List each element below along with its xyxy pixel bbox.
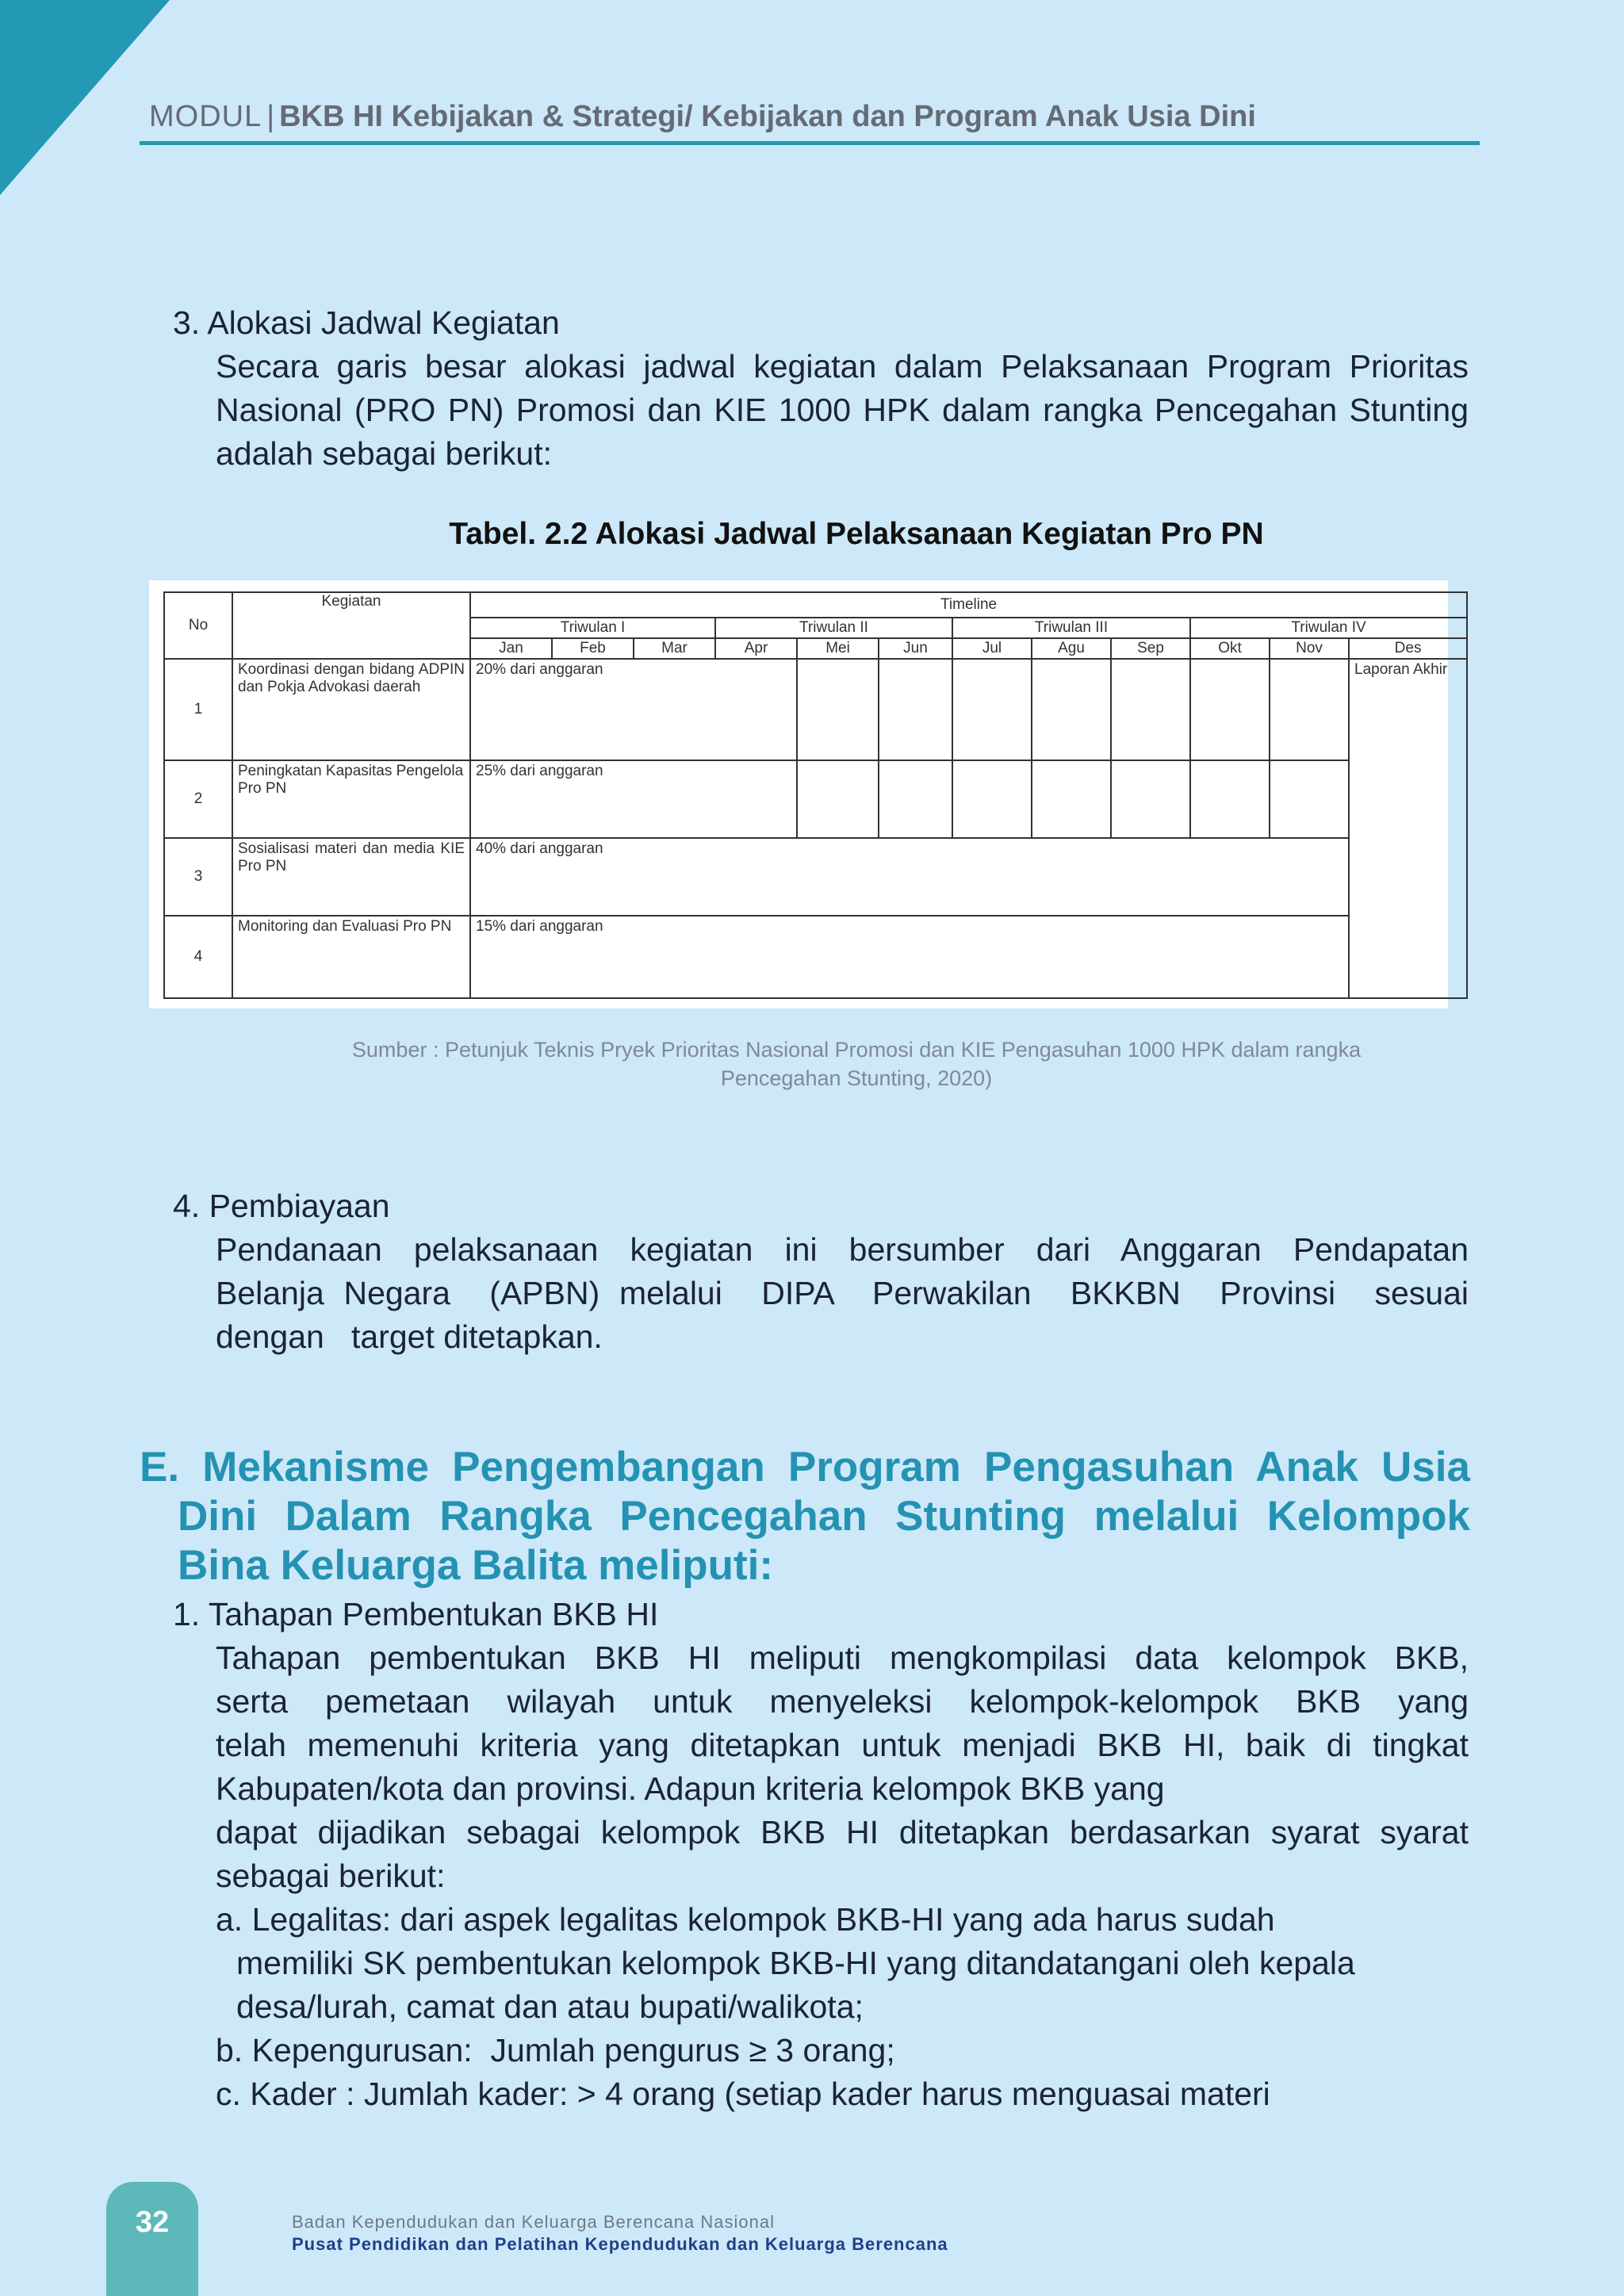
header-month-jul: Jul (952, 638, 1032, 659)
row-cell (1190, 760, 1270, 838)
row-kegiatan: Sosialisasi materi dan media KIE Pro PN (232, 838, 470, 916)
header-month-jan: Jan (470, 638, 552, 659)
table-title: Tabel. 2.2 Alokasi Jadwal Pelaksanaan Kegiatan Pro PN (449, 517, 1264, 551)
header-kegiatan: Kegiatan (232, 592, 470, 659)
row-cell (1270, 659, 1349, 760)
section-e-heading-line-1: E. Mekanisme Pengembangan Program Pengasuhan Anak Usia (140, 1444, 1470, 1490)
row-alokasi: 25% dari anggaran (470, 760, 797, 838)
header-brand: MODUL (149, 100, 262, 133)
section-e-heading-line-3: Bina Keluarga Balita meliputi: (178, 1542, 773, 1589)
header-quarter-4: Triwulan IV (1190, 618, 1467, 638)
subsection-1-line-2: serta pemetaan wilayah untuk menyeleksi kelompok-kelompok BKB yang (216, 1683, 1469, 1720)
row-alokasi: 15% dari anggaran (470, 916, 1349, 998)
header-separator: | (266, 100, 275, 133)
row-alokasi: 40% dari anggaran (470, 838, 1349, 916)
subsection-1-line-4: Kabupaten/kota dan provinsi. Adapun kriteria kelompok BKB yang (216, 1770, 1165, 1807)
criteria-a-line-1: a. Legalitas: dari aspek legalitas kelompok BKB-HI yang ada harus sudah (216, 1901, 1275, 1938)
subsection-1-line-6: sebagai berikut: (216, 1858, 446, 1894)
row-cell (952, 760, 1032, 838)
row-cell (1111, 659, 1190, 760)
header-month-apr: Apr (715, 638, 797, 659)
header-month-feb: Feb (552, 638, 634, 659)
row-cell (952, 659, 1032, 760)
header-timeline: Timeline (470, 592, 1467, 618)
section-4-line-2: Belanja Negara (APBN) melalui DIPA Perwakilan BKKBN Provinsi sesuai (216, 1275, 1469, 1311)
row-no: 4 (164, 916, 232, 998)
criteria-b: b. Kepengurusan: Jumlah pengurus ≥ 3 orang; (216, 2032, 895, 2068)
row-cell (1111, 760, 1190, 838)
row-cell (1190, 659, 1270, 760)
section-3-line-3: adalah sebagai berikut: (216, 435, 552, 472)
subsection-1-line-3: telah memenuhi kriteria yang ditetapkan untuk menjadi BKB HI, baik di tingkat (216, 1727, 1469, 1763)
section-4-line-3: dengan target ditetapkan. (216, 1318, 603, 1355)
section-4-heading: 4. Pembiayaan (173, 1188, 390, 1224)
row-cell (879, 760, 952, 838)
header-rule (140, 141, 1480, 145)
header-title: BKB HI Kebijakan & Strategi/ Kebijakan dan Program Anak Usia Dini (279, 100, 1256, 133)
header-month-sep: Sep (1111, 638, 1190, 659)
section-e-heading-line-2: Dini Dalam Rangka Pencegahan Stunting melalui Kelompok (178, 1493, 1470, 1540)
schedule-table (163, 591, 1468, 999)
row-cell (879, 659, 952, 760)
header-quarter-1: Triwulan I (470, 618, 715, 638)
header-month-agu: Agu (1032, 638, 1111, 659)
row-cell (797, 659, 879, 760)
table-row (164, 838, 1467, 916)
subsection-1-heading: 1. Tahapan Pembentukan BKB HI (173, 1596, 659, 1632)
schedule-table-figure (149, 580, 1448, 1008)
row-kegiatan: Monitoring dan Evaluasi Pro PN (232, 916, 470, 998)
source-line-2: Pencegahan Stunting, 2020) (720, 1066, 993, 1090)
row-cell (1032, 760, 1111, 838)
header-month-nov: Nov (1270, 638, 1349, 659)
row-no: 3 (164, 838, 232, 916)
row-no: 2 (164, 760, 232, 838)
page-header (149, 100, 1480, 134)
criteria-a-line-2: memiliki SK pembentukan kelompok BKB-HI yang ditandatangani oleh kepala (236, 1945, 1355, 1981)
table-source (238, 1035, 1475, 1093)
row-kegiatan: Koordinasi dengan bidang ADPIN dan Pokja Advokasi daerah (232, 659, 470, 760)
subsection-1-line-1: Tahapan pembentukan BKB HI meliputi mengkompilasi data kelompok BKB, (216, 1640, 1469, 1676)
criteria-a-line-3: desa/lurah, camat dan atau bupati/walikota; (236, 1988, 864, 2025)
header-month-des: Des (1349, 638, 1467, 659)
des-note: Laporan Akhir (1349, 659, 1467, 998)
subsection-1-line-5: dapat dijadikan sebagai kelompok BKB HI ditetapkan berdasarkan syarat syarat (216, 1814, 1469, 1850)
source-line-1: Sumber : Petunjuk Teknis Pryek Prioritas Nasional Promosi dan KIE Pengasuhan 1000 HPK dalam rangka (351, 1038, 1362, 1062)
row-cell (797, 760, 879, 838)
header-month-okt: Okt (1190, 638, 1270, 659)
row-kegiatan: Peningkatan Kapasitas Pengelola Pro PN (232, 760, 470, 838)
section-3-line-2: Nasional (PRO PN) Promosi dan KIE 1000 HPK dalam rangka Pencegahan Stunting (216, 392, 1469, 428)
row-cell (1032, 659, 1111, 760)
row-no: 1 (164, 659, 232, 760)
footer-organization: Badan Kependudukan dan Keluarga Berencana Nasional (292, 2212, 775, 2232)
row-cell (1270, 760, 1349, 838)
header-quarter-2: Triwulan II (715, 618, 952, 638)
section-3-heading: 3. Alokasi Jadwal Kegiatan (173, 304, 560, 341)
row-alokasi: 20% dari anggaran (470, 659, 797, 760)
table-row (164, 659, 1467, 760)
header-quarter-3: Triwulan III (952, 618, 1190, 638)
criteria-c: c. Kader : Jumlah kader: > 4 orang (setiap kader harus menguasai materi (216, 2076, 1270, 2112)
header-month-mei: Mei (797, 638, 879, 659)
header-month-mar: Mar (634, 638, 715, 659)
footer-unit: Pusat Pendidikan dan Pelatihan Kependudukan dan Keluarga Berencana (292, 2234, 948, 2254)
table-row (164, 760, 1467, 838)
table-row (164, 916, 1467, 998)
section-3-line-1: Secara garis besar alokasi jadwal kegiatan dalam Pelaksanaan Program Prioritas (216, 348, 1469, 385)
section-e-heading (140, 1443, 1470, 1590)
header-no: No (164, 592, 232, 659)
corner-decoration (0, 0, 170, 195)
page-number: 32 (135, 2206, 170, 2239)
header-month-jun: Jun (879, 638, 952, 659)
section-4-line-1: Pendanaan pelaksanaan kegiatan ini bersumber dari Anggaran Pendapatan (216, 1231, 1469, 1268)
